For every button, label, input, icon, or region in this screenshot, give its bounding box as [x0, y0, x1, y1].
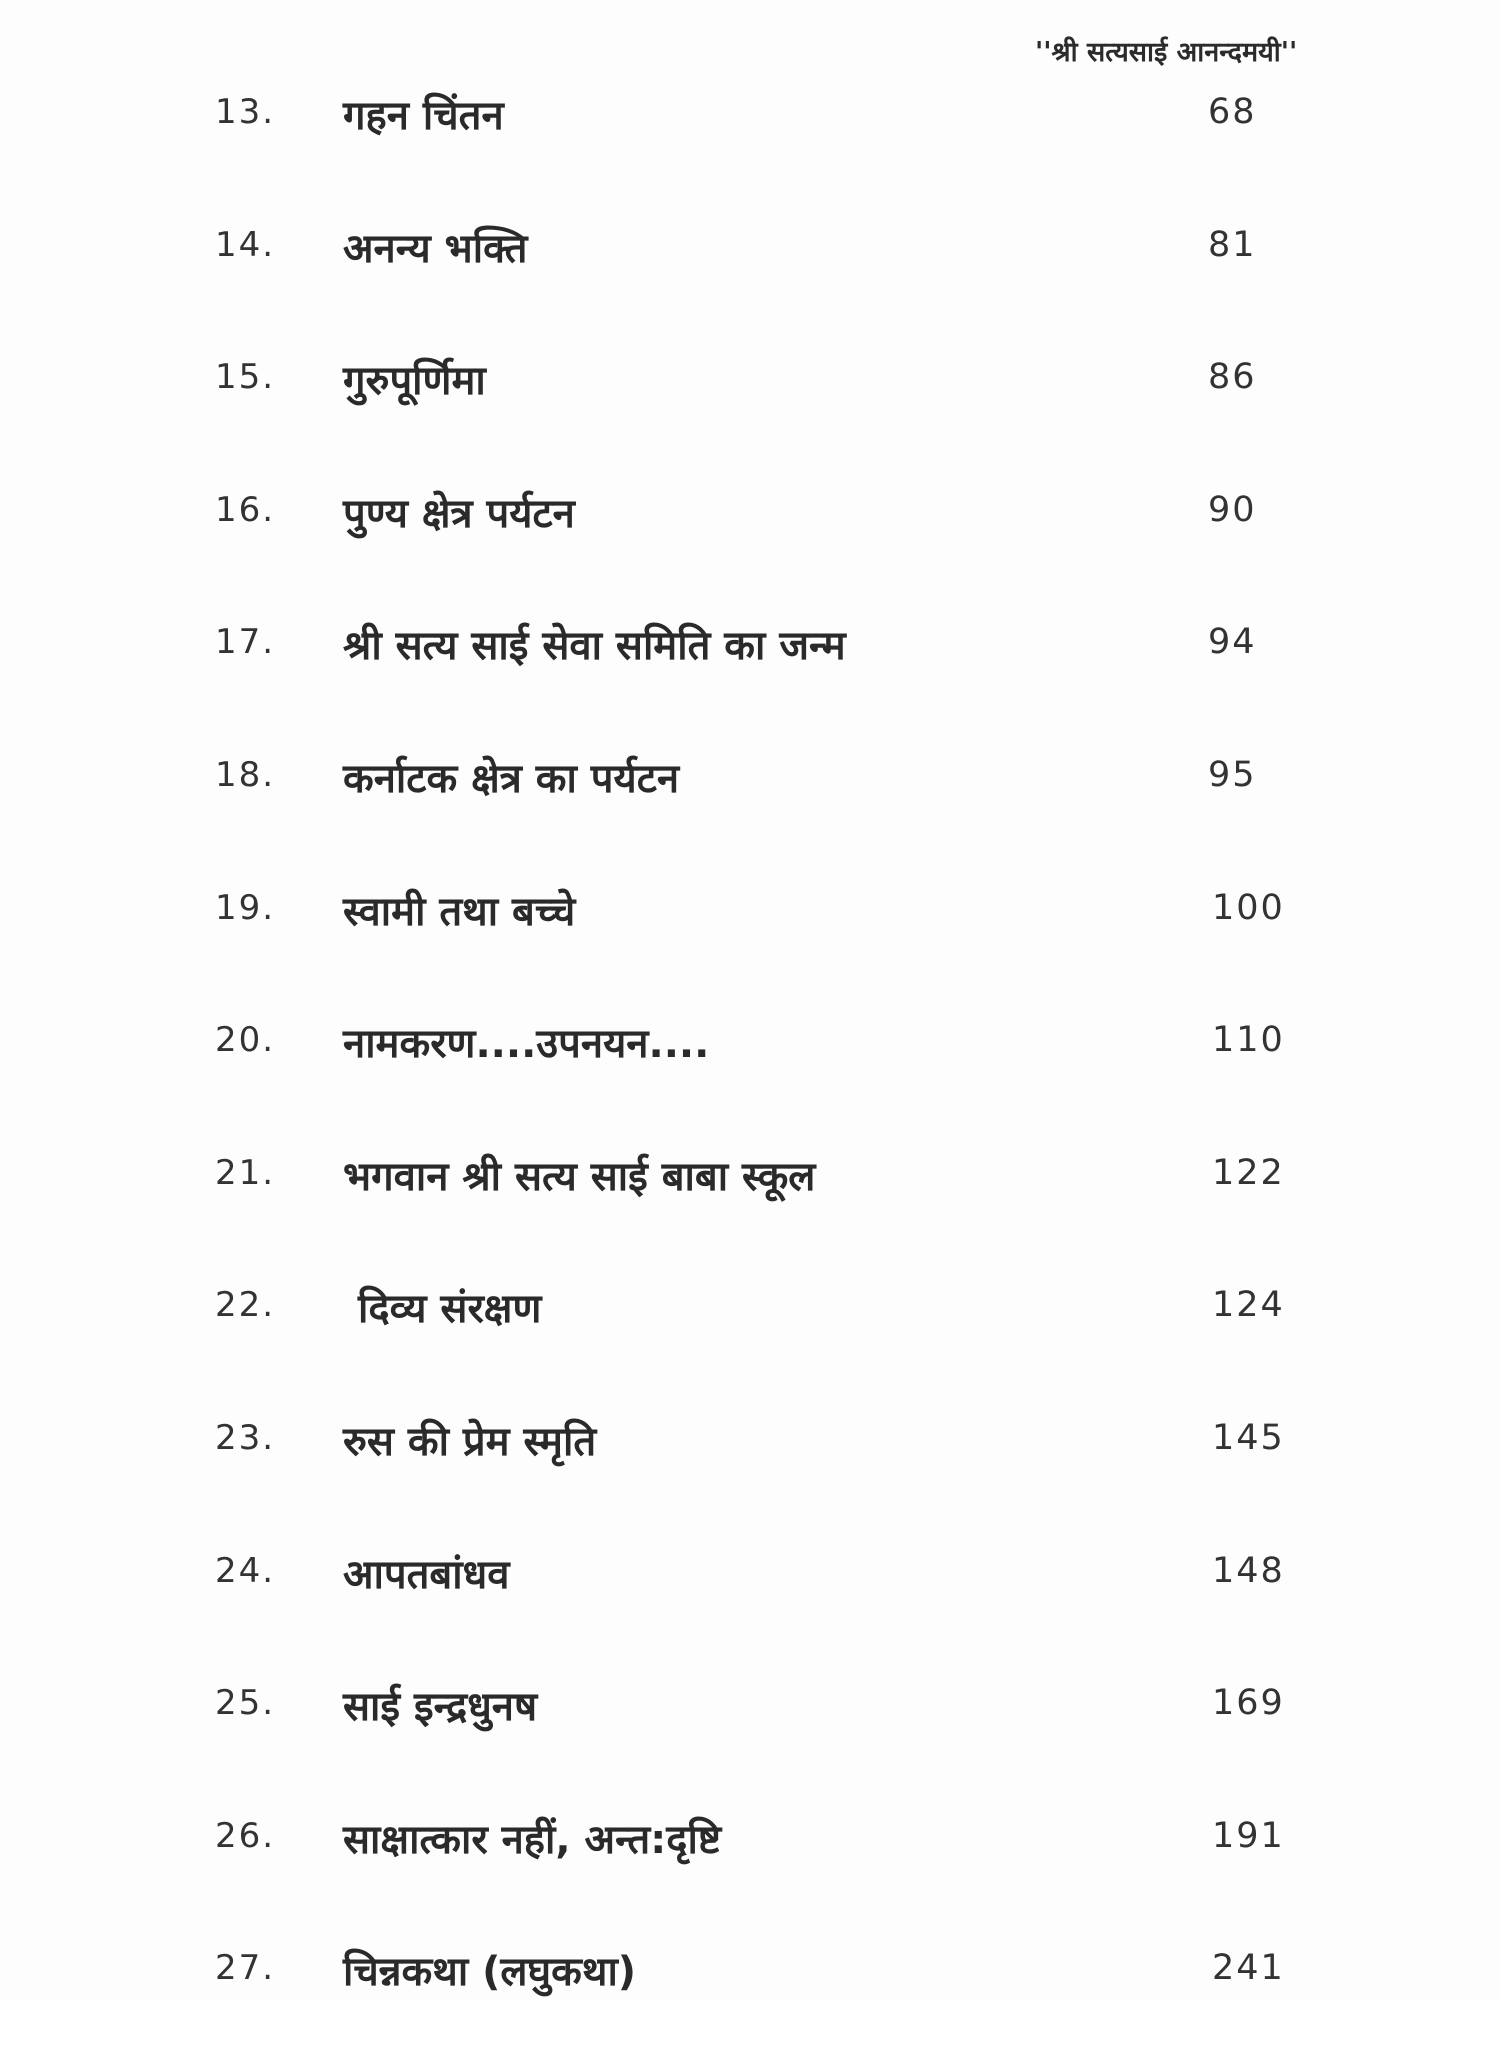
- chapter-number: 24.: [215, 1550, 276, 1591]
- toc-entry: [0, 594, 1500, 727]
- chapter-title: कर्नाटक क्षेत्र का पर्यटन: [343, 755, 680, 802]
- toc-entry: [0, 860, 1500, 993]
- chapter-number: 15.: [215, 357, 276, 398]
- page-number: 94: [1208, 622, 1257, 663]
- chapter-number: 25.: [215, 1683, 276, 1724]
- page-number: 148: [1212, 1550, 1285, 1591]
- page-number: 124: [1212, 1285, 1285, 1326]
- chapter-title: भगवान श्री सत्य साई बाबा स्कूल: [343, 1153, 816, 1200]
- chapter-number: 17.: [215, 622, 276, 663]
- page-number: 122: [1212, 1152, 1285, 1193]
- chapter-title: गहन चिंतन: [343, 93, 504, 139]
- chapter-title: साक्षात्कार नहीं, अन्त:दृष्टि: [343, 1816, 722, 1863]
- running-header: ''श्री सत्यसाई आनन्दमयी'': [1035, 37, 1298, 68]
- chapter-title: रुस की प्रेम स्मृति: [343, 1418, 597, 1465]
- page-number: 95: [1208, 754, 1257, 795]
- page-number: 145: [1212, 1417, 1285, 1458]
- chapter-title: गुरुपूर्णिमा: [343, 358, 486, 405]
- toc-entry: [0, 64, 1500, 197]
- toc-entry: [0, 727, 1500, 860]
- chapter-number: 18.: [215, 754, 276, 795]
- toc-entry: [0, 992, 1500, 1125]
- chapter-number: 20.: [215, 1020, 276, 1061]
- page-number: 68: [1208, 92, 1257, 132]
- toc-entry: [0, 1257, 1500, 1390]
- page-number: 169: [1212, 1683, 1285, 1724]
- chapter-number: 22.: [215, 1285, 276, 1326]
- chapter-title: श्री सत्य साई सेवा समिति का जन्म: [343, 623, 846, 670]
- page-number: 241: [1212, 1948, 1285, 1989]
- chapter-title: अनन्य भक्ति: [343, 225, 528, 272]
- page-number: 90: [1208, 489, 1257, 530]
- chapter-title: साई इन्द्रधुनष: [343, 1684, 538, 1731]
- chapter-number: 23.: [215, 1417, 276, 1458]
- toc-entry: [0, 1125, 1500, 1258]
- chapter-number: 27.: [215, 1948, 276, 1989]
- page-number: 110: [1212, 1020, 1285, 1061]
- chapter-number: 19.: [215, 887, 276, 928]
- chapter-number: 21.: [215, 1152, 276, 1193]
- toc-entry: [0, 329, 1500, 462]
- toc-entry: [0, 1920, 1500, 2053]
- chapter-number: 14.: [215, 224, 276, 265]
- toc-entry: [0, 1523, 1500, 1656]
- chapter-title: दिव्य संरक्षण: [358, 1286, 542, 1333]
- toc-entry: [0, 1390, 1500, 1523]
- chapter-number: 26.: [215, 1815, 276, 1856]
- table-of-contents: [0, 64, 1500, 2053]
- chapter-title: आपतबांधव: [343, 1551, 510, 1598]
- page-number: 100: [1212, 887, 1285, 928]
- page-number: 81: [1208, 224, 1257, 265]
- page-number: 86: [1208, 357, 1257, 398]
- chapter-title: पुण्य क्षेत्र पर्यटन: [343, 490, 575, 537]
- toc-entry: [0, 1655, 1500, 1788]
- page-number: 191: [1212, 1815, 1285, 1856]
- chapter-title: स्वामी तथा बच्चे: [343, 888, 576, 935]
- chapter-title: चिन्नकथा (लघुकथा): [343, 1949, 637, 1996]
- toc-entry: [0, 197, 1500, 330]
- chapter-number: 16.: [215, 489, 276, 530]
- chapter-title: नामकरण....उपनयन....: [343, 1021, 710, 1068]
- toc-entry: [0, 1788, 1500, 1921]
- toc-entry: [0, 462, 1500, 595]
- chapter-number: 13.: [215, 92, 276, 132]
